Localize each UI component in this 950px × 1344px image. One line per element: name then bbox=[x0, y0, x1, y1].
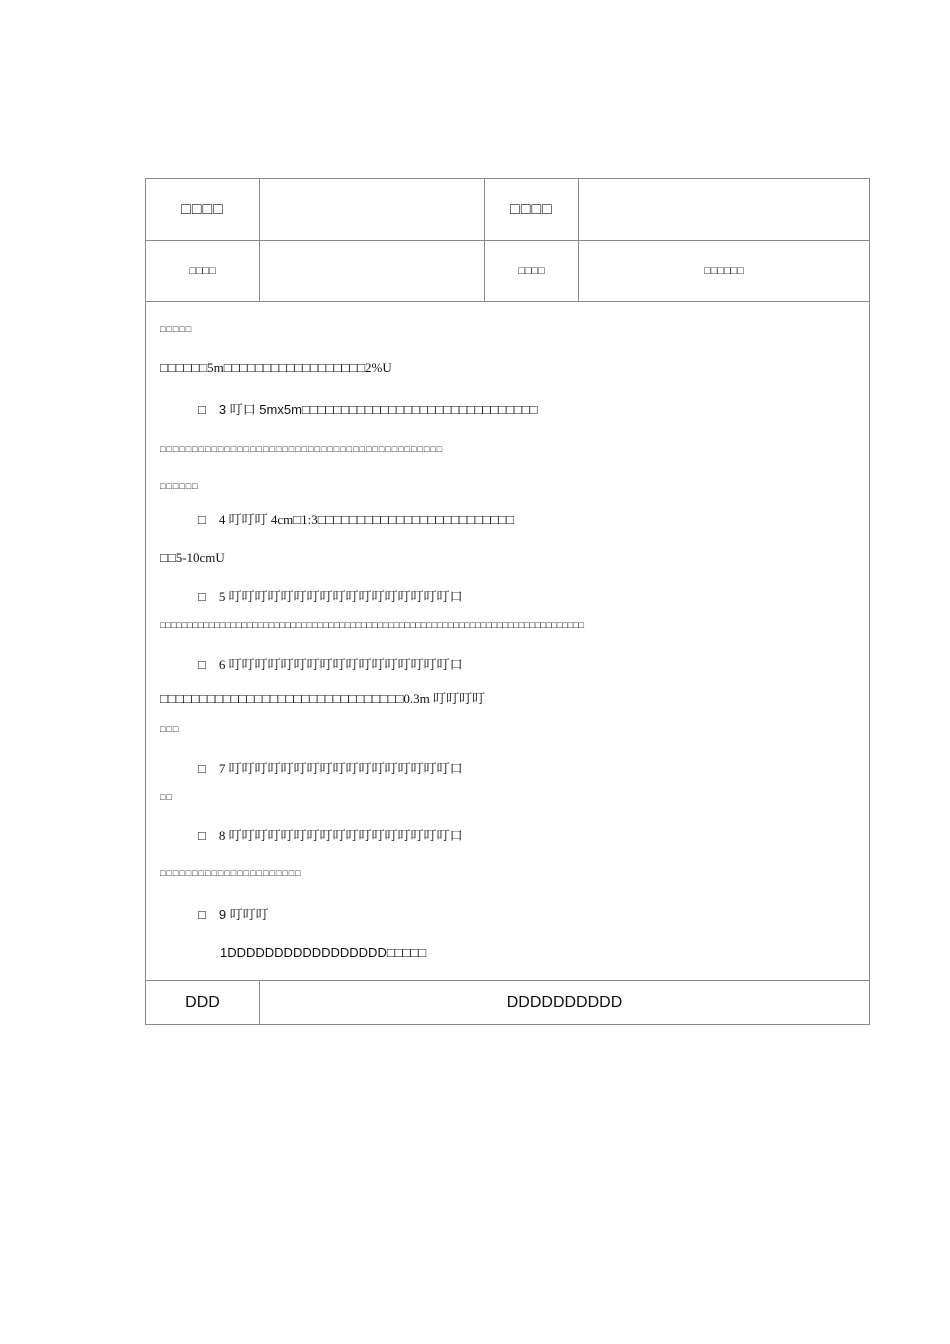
body-cell bbox=[146, 302, 870, 981]
body-line-3: □□□□□□□□□□□□□□□□□□□□□□□□□□□□□□□□□□□□□□□□□□□□ bbox=[160, 444, 444, 454]
body-line-8: □□□□□□□□□□□□□□□□□□□□□□□□□□□□□□□□□□□□□□□□□□□□□□□□□□□□□□□□□□□□□□□□□□□□□□□□□□□□□□ bbox=[160, 620, 585, 630]
header2-label-right: □□□□ bbox=[485, 241, 579, 302]
header-value-right bbox=[579, 179, 870, 241]
body-line-15: □□□□□□□□□□□□□□□□□□□□□□ bbox=[160, 868, 302, 878]
body-title: □□□□□ bbox=[160, 324, 193, 334]
header-label-left: □□□□ bbox=[146, 179, 260, 241]
header-row-1 bbox=[146, 179, 870, 241]
header-label-right: □□□□ bbox=[485, 179, 579, 241]
header2-value-right: □□□□□□ bbox=[579, 241, 870, 302]
body-line-10: □□□□□□□□□□□□□□□□□□□□□□□□□□□□□□□0.3m 叮叮叮叮 bbox=[160, 691, 486, 706]
body-line-4: □□□□□□ bbox=[160, 481, 199, 491]
header2-value-left bbox=[260, 241, 485, 302]
header2-label-left: □□□□ bbox=[146, 241, 260, 302]
body-line-7: □ 5 叮叮叮叮叮叮叮叮叮叮叮叮叮叮叮叮叮口 bbox=[198, 589, 463, 604]
form-sheet bbox=[145, 178, 869, 1025]
body-line-5: □ 4 叮叮叮 4cm□1:3□□□□□□□□□□□□□□□□□□□□□□□□□ bbox=[198, 512, 514, 527]
body-line-12: □ 7 叮叮叮叮叮叮叮叮叮叮叮叮叮叮叮叮叮口 bbox=[198, 761, 463, 776]
body-line-6: □□5-10cmU bbox=[160, 550, 225, 565]
body-line-9: □ 6 叮叮叮叮叮叮叮叮叮叮叮叮叮叮叮叮叮口 bbox=[198, 657, 463, 672]
footer-label: DDD bbox=[146, 981, 260, 1025]
body-line-14: □ 8 叮叮叮叮叮叮叮叮叮叮叮叮叮叮叮叮叮口 bbox=[198, 828, 463, 843]
header-row-2 bbox=[146, 241, 870, 302]
body-line-1: □□□□□□5m□□□□□□□□□□□□□□□□□□2%U bbox=[160, 360, 392, 375]
body-line-2: □ 3 叮口 5mx5m□□□□□□□□□□□□□□□□□□□□□□□□□□□□□□ bbox=[198, 402, 538, 417]
body-line-16: □ 9 叮叮叮 bbox=[198, 907, 269, 922]
body-line-17: 1DDDDDDDDDDDDDDDDD□□□□□ bbox=[220, 945, 427, 960]
body-line-11: □□□ bbox=[160, 724, 180, 734]
footer-value: DDDDDDDDDD bbox=[260, 981, 870, 1025]
form-table bbox=[145, 178, 870, 1025]
footer-row bbox=[146, 981, 870, 1025]
body-line-13: □□ bbox=[160, 792, 173, 802]
header-value-left bbox=[260, 179, 485, 241]
body-row bbox=[146, 302, 870, 981]
